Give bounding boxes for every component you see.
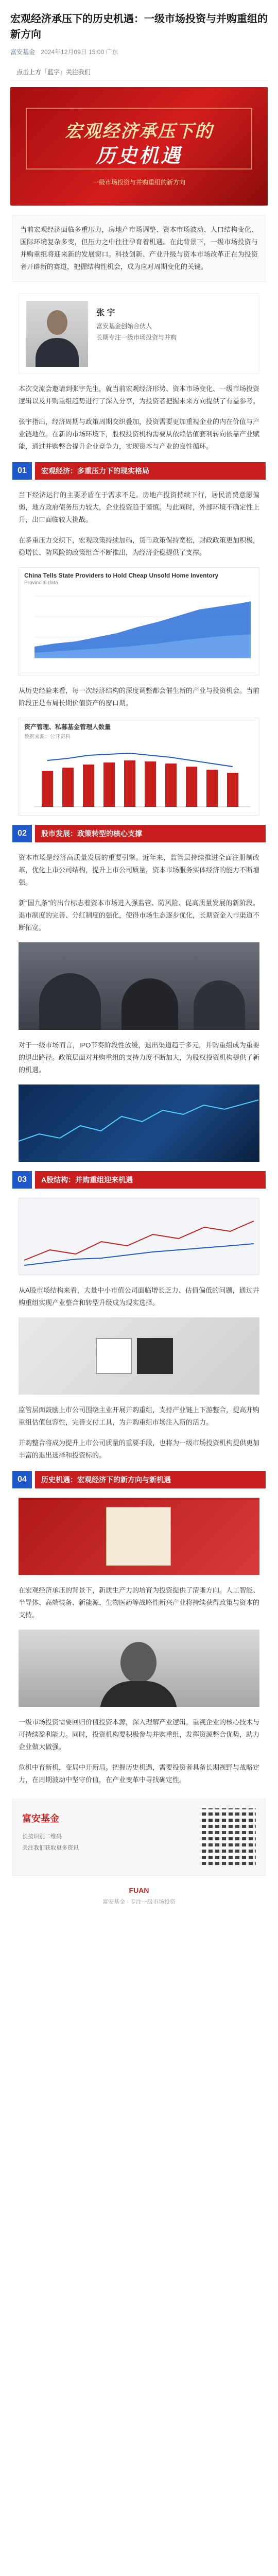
section-paragraph: 并购整合将成为提升上市公司质量的重要手段，也将为一级市场投资机构提供更加丰富的退出选择和投资标的。 — [19, 1439, 260, 1459]
market-photo-lines — [19, 1198, 259, 1275]
figure-inventory-chart — [19, 567, 259, 675]
figure-caption: China Tells State Providers to Hold Cheap Unsold Home Inventory — [24, 572, 219, 579]
puzzle-piece — [96, 1338, 132, 1374]
book-photo — [19, 1498, 259, 1575]
section-title: 股市发展：政策转型的核心支撑 — [35, 825, 266, 842]
intro-paragraph: 本次交流会邀请到张宇先生，就当前宏观经济形势、资本市场变化、一级市场投资逻辑以及并购重组趋势进行了深入分享，为投资者把握未来方向提供了有益参考。 — [19, 385, 260, 405]
figure-subcaption: Provincial data — [24, 580, 58, 586]
portrait-head — [120, 1642, 157, 1683]
hero-banner — [10, 87, 268, 206]
hero-line1: 宏观经济承压下的 — [65, 121, 213, 142]
section-paragraph: 从A股市场结构来看，大量中小市值公司面临增长乏力、估值偏低的问题，通过并购重组实现产业整合和转型升级成为现实选择。 — [19, 1286, 259, 1307]
section-title: A股结构：并购重组迎来机遇 — [35, 1171, 266, 1189]
article-date: 2024年12月09日 15:00 广东 — [41, 48, 118, 56]
speaker-photo — [26, 301, 88, 367]
trading-photo-line — [19, 1084, 258, 1162]
manager-bar — [83, 765, 94, 807]
portrait-body — [100, 1681, 177, 1707]
qr-brand: 富安基金 — [22, 1814, 59, 1824]
figure-caption: 资产管理、私募基金管理人数量 — [24, 723, 111, 731]
manager-bar — [206, 770, 218, 807]
manager-bar — [165, 764, 177, 807]
section-number: 03 — [12, 1171, 32, 1189]
article-title: 宏观经济承压下的历史机遇：一级市场投资与并购重组的新方向 — [10, 13, 268, 40]
manager-chart-svg — [19, 740, 259, 817]
puzzle-photo — [19, 1317, 259, 1395]
manager-line — [47, 753, 233, 767]
section-header — [12, 1171, 266, 1189]
section-paragraph: 从历史经验来看，每一次经济结构的深度调整都会催生新的产业与投资机会。当前阶段正是布局长期价值资产的窗口期。 — [19, 687, 260, 707]
section-paragraph: 在宏观经济承压的背景下，新质生产力的培育为投资提供了清晰方向。人工智能、半导体、高端装备、新能源、生物医药等战略性新兴产业将持续获得政策与资本的支持。 — [19, 1586, 260, 1619]
section-header — [12, 1471, 266, 1488]
lead-box — [12, 215, 266, 282]
section-header — [12, 462, 266, 480]
meeting-photo-people — [39, 973, 101, 1030]
speaker-head — [47, 310, 67, 335]
follow-prompt[interactable]: 点击上方「蓝字」关注我们 — [10, 63, 268, 81]
manager-bar — [42, 771, 53, 807]
qr-line2: 关注我们获取更多资讯 — [22, 1845, 79, 1851]
hero-line3: 一级市场投资与并购重组的新方向 — [92, 179, 185, 186]
section-paragraph: 一级市场投资需要回归价值投资本源，深入理解产业逻辑，重视企业的核心技术与可持续盈利能力。同时，投资机构要积极参与并购重组，发挥资源整合优势，助力企业做大做强。 — [19, 1718, 260, 1751]
speaker-card — [19, 293, 259, 374]
book-cover — [106, 1507, 171, 1566]
section-paragraph: 新“国九条”的出台标志着资本市场进入强监管、防风险、促高质量发展的新阶段。退市制度的完善、分红制度的强化，使得市场生态逐步优化，长期资金入市渠道不断拓宽。 — [19, 899, 260, 931]
footer-mark: FUAN — [129, 1886, 149, 1894]
section-paragraph: 对于一级市场而言，IPO节奏阶段性放缓，退出渠道趋于多元，并购重组成为重要的退出路径。政策层面对并购重组的支持力度不断加大，为股权投资机构提供了新的机遇。 — [19, 1041, 260, 1074]
speaker-name: 张 宇 — [96, 309, 115, 317]
trading-photo — [19, 1084, 259, 1162]
figure-subcaption: 数据来源：公开资料 — [24, 734, 71, 740]
figure-manager-chart — [19, 718, 259, 816]
article-meta — [0, 47, 278, 63]
article-author[interactable]: 富安基金 — [10, 48, 36, 56]
portrait-photo — [19, 1630, 259, 1707]
speaker-title: 富安基金创始合伙人 — [96, 323, 152, 330]
meeting-photo-people — [121, 978, 178, 1030]
lead-paragraph: 当前宏观经济面临多重压力，房地产市场调整、资本市场波动、人口结构变化、国际环境复杂多变，但压力之中往往孕育着机遇。在此背景下，一级市场投资与并购重组将迎来新的发展窗口。科技创新、产业升级与资本市场改革正在为投资者开辟新的赛道，把握结构性机会，成为应对周期变化的关键。 — [20, 226, 258, 270]
market-photo — [19, 1198, 259, 1275]
qr-code[interactable] — [199, 1808, 256, 1865]
section-number: 04 — [12, 1471, 32, 1488]
section-paragraph: 资本市场是经济高质量发展的重要引擎。近年来，监管层持续推进全面注册制改革，优化上市公司结构，提升上市公司质量，资本市场服务实体经济的能力不断增强。 — [19, 854, 260, 886]
section-paragraph: 监管层面鼓励上市公司围绕主业开展并购重组，支持产业链上下游整合，提高并购重组估值包容性，完善支付工具，为并购重组市场注入新的活力。 — [19, 1406, 260, 1426]
intro-paragraph: 张宇指出，经济周期与政策周期交织叠加，投资需要更加重视企业的内在价值与产业链地位。在新的市场环境下，股权投资机构需要从依赖估值套利转向依靠产业赋能，通过并购整合提升企业竞争力，实现资本与产业的良性循环。 — [19, 418, 260, 450]
section-paragraph: 危机中育新机，变局中开新局。把握历史机遇，需要投资者具备长期视野与战略定力，在周期波动中坚守价值，在产业变革中寻找确定性。 — [19, 1764, 260, 1784]
section-paragraph: 在多重压力交织下，宏观政策持续加码，货币政策保持宽松，财政政策更加积极，稳增长、防风险的政策组合不断推出，为经济企稳提供了支撑。 — [19, 536, 260, 556]
footer — [0, 1876, 278, 1913]
speaker-subtitle: 长期专注一级市场投资与并购 — [96, 334, 177, 341]
speaker-suit — [36, 338, 79, 367]
meeting-photo — [19, 942, 259, 1030]
puzzle-piece — [137, 1338, 173, 1374]
section-paragraph: 当下经济运行的主要矛盾在于需求不足。房地产投资持续下行，居民消费意愿偏弱，地方政府债务压力较大，企业投资趋于谨慎。与此同时，外部环境不确定性上升，出口面临较大挑战。 — [19, 491, 260, 523]
meeting-photo-people — [194, 980, 245, 1030]
inventory-chart-svg — [19, 586, 259, 668]
manager-bar — [124, 760, 135, 807]
manager-bar — [186, 767, 197, 807]
manager-bar — [145, 761, 156, 807]
section-title: 宏观经济：多重压力下的现实格局 — [35, 462, 266, 480]
qr-area — [12, 1799, 266, 1876]
section-number: 01 — [12, 462, 32, 480]
manager-bar — [62, 768, 74, 807]
footer-text: 富安基金 · 专注一级市场投资 — [102, 1899, 176, 1905]
section-number: 02 — [12, 825, 32, 842]
section-title: 历史机遇：宏观经济下的新方向与新机遇 — [35, 1471, 266, 1488]
manager-bar — [227, 773, 238, 807]
section-header — [12, 825, 266, 842]
qr-line1: 长按识别二维码 — [22, 1834, 62, 1840]
hero-line2: 历史机遇 — [95, 144, 182, 167]
manager-bar — [103, 762, 115, 807]
